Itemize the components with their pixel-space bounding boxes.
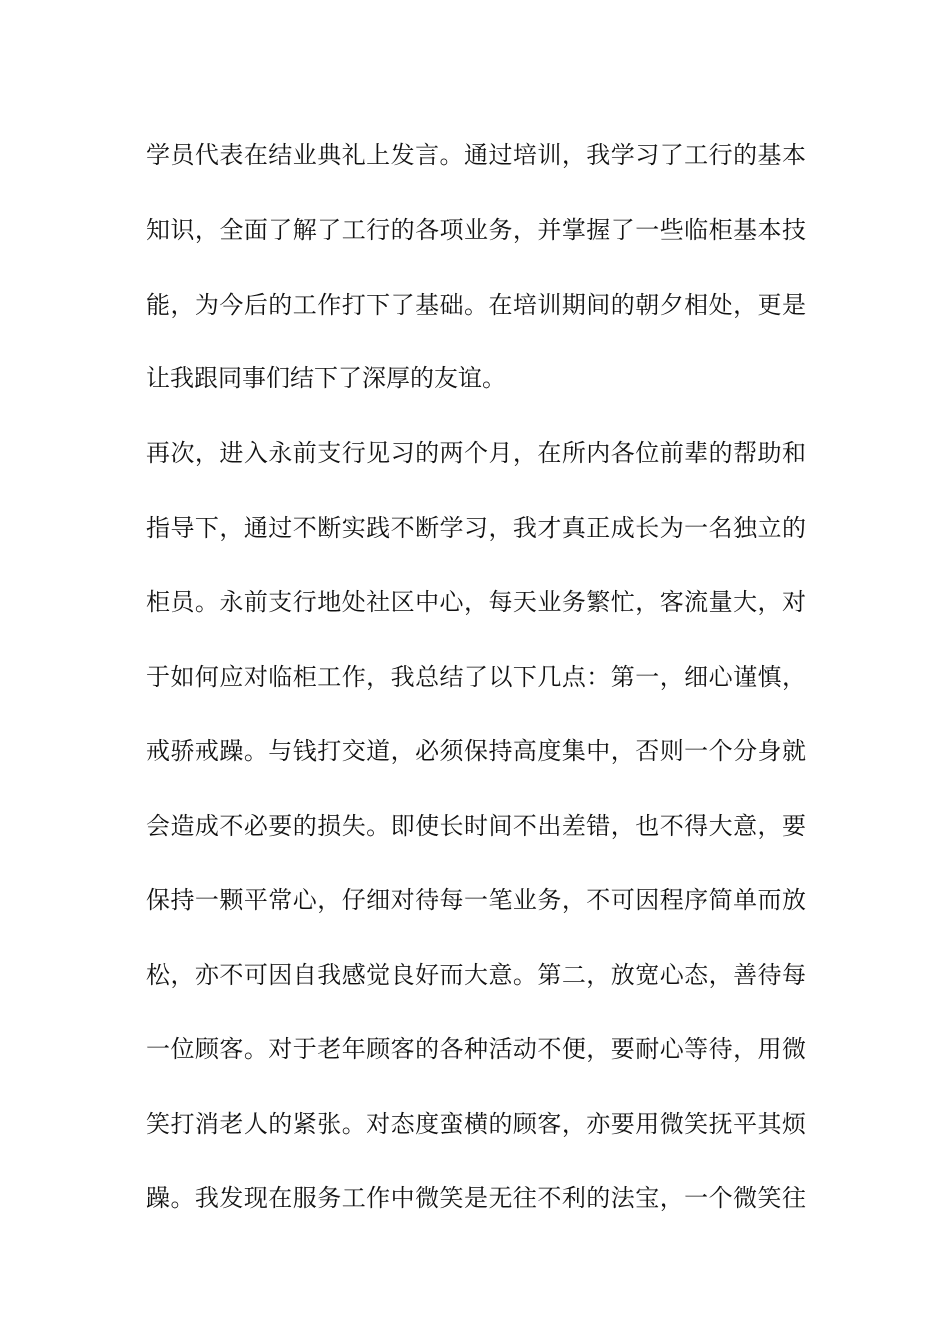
text-line: 能，为今后的工作打下了基础。在培训期间的朝夕相处，更是	[146, 291, 806, 319]
text-line: 戒骄戒躁。与钱打交道，必须保持高度集中，否则一个分身就	[146, 737, 806, 765]
text-line: 保持一颗平常心，仔细对待每一笔业务，不可因程序简单而放	[146, 886, 806, 914]
text-line: 让我跟同事们结下了深厚的友谊。	[146, 364, 506, 392]
text-line: 松，亦不可因自我感觉良好而大意。第二，放宽心态，善待每	[146, 961, 806, 989]
text-line: 学员代表在结业典礼上发言。通过培训，我学习了工行的基本	[146, 141, 806, 169]
text-line: 指导下，通过不断实践不断学习，我才真正成长为一名独立的	[146, 514, 806, 542]
text-line: 躁。我发现在服务工作中微笑是无往不利的法宝，一个微笑往	[146, 1184, 806, 1212]
text-line: 会造成不必要的损失。即使长时间不出差错，也不得大意，要	[146, 812, 806, 840]
text-line: 笑打消老人的紧张。对态度蛮横的顾客，亦要用微笑抚平其烦	[146, 1110, 806, 1138]
text-line: 一位顾客。对于老年顾客的各种活动不便，要耐心等待，用微	[146, 1035, 806, 1063]
text-line: 于如何应对临柜工作，我总结了以下几点：第一，细心谨慎，	[146, 663, 806, 691]
text-line: 知识，全面了解了工行的各项业务，并掌握了一些临柜基本技	[146, 216, 806, 244]
text-line: 再次，进入永前支行见习的两个月，在所内各位前辈的帮助和	[146, 439, 806, 467]
text-line: 柜员。永前支行地处社区中心，每天业务繁忙，客流量大，对	[146, 588, 806, 616]
